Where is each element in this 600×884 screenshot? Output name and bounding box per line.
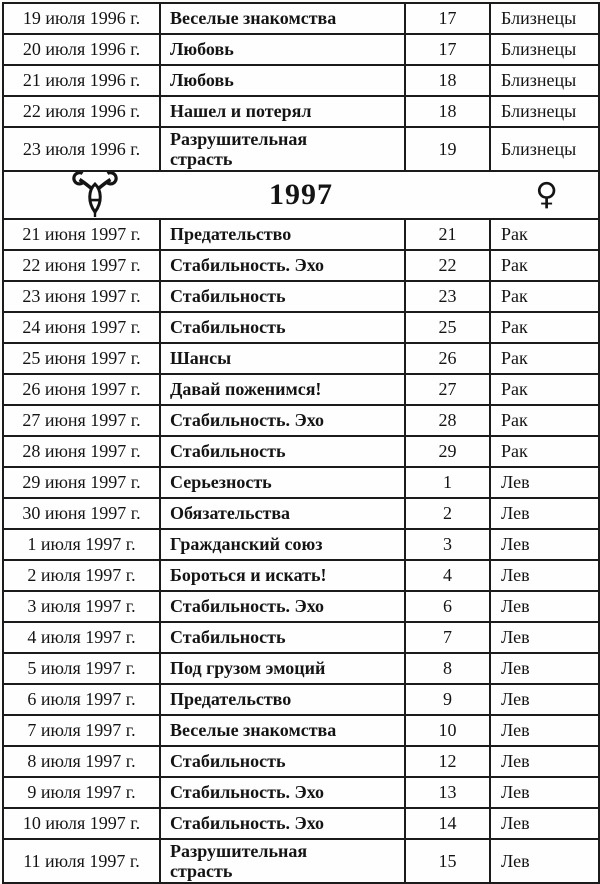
title-cell	[160, 34, 405, 65]
table-row	[3, 281, 599, 312]
title-cell	[160, 591, 405, 622]
title-text: Гражданский союз	[170, 534, 323, 555]
title-cell	[160, 746, 405, 777]
title-text: Стабильность	[170, 627, 286, 648]
title-text: Шансы	[170, 348, 232, 369]
title-text: Стабильность	[170, 751, 286, 772]
sign-cell: Рак	[490, 312, 599, 343]
title-text: Веселые знакомства	[170, 720, 337, 741]
table-row	[3, 529, 599, 560]
number-cell: 28	[405, 405, 490, 436]
table-row	[3, 250, 599, 281]
title-text: Стабильность. Эхо	[170, 596, 325, 617]
title-cell	[160, 653, 405, 684]
number-cell: 29	[405, 436, 490, 467]
title-cell	[160, 839, 405, 883]
title-cell	[160, 312, 405, 343]
title-cell	[160, 374, 405, 405]
table-row	[3, 622, 599, 653]
sign-cell: Лев	[490, 839, 599, 883]
sign-cell: Рак	[490, 436, 599, 467]
title-text: Предательство	[170, 224, 292, 245]
title-cell	[160, 127, 405, 171]
number-cell: 21	[405, 219, 490, 250]
number-cell: 22	[405, 250, 490, 281]
title-text: Давай поженимся!	[170, 379, 322, 400]
number-cell: 10	[405, 715, 490, 746]
sign-cell: Лев	[490, 684, 599, 715]
sign-cell: Рак	[490, 250, 599, 281]
sign-cell: Лев	[490, 622, 599, 653]
date-cell: 1 июля 1997 г.	[3, 529, 160, 560]
sign-cell: Лев	[490, 467, 599, 498]
sign-cell: Близнецы	[490, 3, 599, 34]
title-text: Веселые знакомства	[170, 8, 337, 29]
date-cell: 8 июля 1997 г.	[3, 746, 160, 777]
number-cell: 9	[405, 684, 490, 715]
table-row	[3, 374, 599, 405]
cancer-crab-icon	[66, 171, 124, 217]
number-cell: 18	[405, 65, 490, 96]
title-cell	[160, 560, 405, 591]
date-cell: 24 июня 1997 г.	[3, 312, 160, 343]
date-cell: 22 июня 1997 г.	[3, 250, 160, 281]
table-row	[3, 653, 599, 684]
title-cell	[160, 777, 405, 808]
title-text: Стабильность	[170, 286, 286, 307]
table-row	[3, 715, 599, 746]
table-row	[3, 808, 599, 839]
date-cell: 3 июля 1997 г.	[3, 591, 160, 622]
sign-cell: Близнецы	[490, 65, 599, 96]
title-cell	[160, 3, 405, 34]
table-row	[3, 560, 599, 591]
table-row	[3, 65, 599, 96]
number-cell: 15	[405, 839, 490, 883]
table-row	[3, 684, 599, 715]
title-text: Предательство	[170, 689, 292, 710]
date-cell: 4 июля 1997 г.	[3, 622, 160, 653]
sign-cell: Лев	[490, 715, 599, 746]
astrology-calendar-table	[2, 2, 600, 884]
title-cell	[160, 343, 405, 374]
number-cell: 19	[405, 127, 490, 171]
table-row	[3, 405, 599, 436]
number-cell: 8	[405, 653, 490, 684]
title-cell	[160, 219, 405, 250]
title-text: Разрушительная страсть	[170, 128, 308, 169]
sign-cell: Рак	[490, 405, 599, 436]
title-text: Любовь	[170, 39, 234, 60]
number-cell: 27	[405, 374, 490, 405]
title-text: Стабильность. Эхо	[170, 255, 325, 276]
date-cell: 2 июля 1997 г.	[3, 560, 160, 591]
date-cell: 23 июня 1997 г.	[3, 281, 160, 312]
sign-cell: Лев	[490, 653, 599, 684]
number-cell: 3	[405, 529, 490, 560]
title-text: Разрушительная страсть	[170, 840, 308, 881]
sign-cell: Рак	[490, 281, 599, 312]
title-cell	[160, 405, 405, 436]
number-cell: 4	[405, 560, 490, 591]
title-text: Стабильность	[170, 317, 286, 338]
sign-cell: Рак	[490, 343, 599, 374]
title-text: Стабильность. Эхо	[170, 410, 325, 431]
date-cell: 21 июля 1996 г.	[3, 65, 160, 96]
table-row	[3, 3, 599, 34]
sign-cell: Лев	[490, 498, 599, 529]
sign-cell: Лев	[490, 529, 599, 560]
year-divider-row	[3, 171, 599, 219]
date-cell: 27 июня 1997 г.	[3, 405, 160, 436]
date-cell: 23 июля 1996 г.	[3, 127, 160, 171]
title-cell	[160, 622, 405, 653]
number-cell: 2	[405, 498, 490, 529]
title-cell	[160, 65, 405, 96]
table-row	[3, 467, 599, 498]
table-row	[3, 777, 599, 808]
title-cell	[160, 436, 405, 467]
title-cell	[160, 250, 405, 281]
number-cell: 12	[405, 746, 490, 777]
title-cell	[160, 498, 405, 529]
sign-cell: Лев	[490, 591, 599, 622]
number-cell: 14	[405, 808, 490, 839]
year-divider-cell	[3, 171, 599, 219]
table-row	[3, 591, 599, 622]
number-cell: 17	[405, 3, 490, 34]
title-text: Стабильность. Эхо	[170, 782, 325, 803]
table-row	[3, 96, 599, 127]
table-row	[3, 312, 599, 343]
number-cell: 7	[405, 622, 490, 653]
title-text: Любовь	[170, 70, 234, 91]
table-row	[3, 498, 599, 529]
number-cell: 17	[405, 34, 490, 65]
date-cell: 20 июля 1996 г.	[3, 34, 160, 65]
date-cell: 19 июля 1996 г.	[3, 3, 160, 34]
date-cell: 22 июля 1996 г.	[3, 96, 160, 127]
date-cell: 9 июля 1997 г.	[3, 777, 160, 808]
number-cell: 1	[405, 467, 490, 498]
title-cell	[160, 684, 405, 715]
title-text: Под грузом эмоций	[170, 658, 326, 679]
venus-icon: ♀	[535, 176, 558, 213]
title-text: Серьезность	[170, 472, 272, 493]
sign-cell: Близнецы	[490, 127, 599, 171]
date-cell: 26 июня 1997 г.	[3, 374, 160, 405]
title-text: Обязательства	[170, 503, 291, 524]
table-row	[3, 436, 599, 467]
date-cell: 25 июня 1997 г.	[3, 343, 160, 374]
title-text: Стабильность. Эхо	[170, 813, 325, 834]
title-text: Бороться и искать!	[170, 565, 327, 586]
number-cell: 18	[405, 96, 490, 127]
date-cell: 6 июля 1997 г.	[3, 684, 160, 715]
sign-cell: Близнецы	[490, 34, 599, 65]
number-cell: 13	[405, 777, 490, 808]
date-cell: 5 июля 1997 г.	[3, 653, 160, 684]
date-cell: 11 июля 1997 г.	[3, 839, 160, 883]
sign-cell: Близнецы	[490, 96, 599, 127]
date-cell: 10 июля 1997 г.	[3, 808, 160, 839]
date-cell: 28 июня 1997 г.	[3, 436, 160, 467]
title-cell	[160, 529, 405, 560]
table-row	[3, 34, 599, 65]
date-cell: 30 июня 1997 г.	[3, 498, 160, 529]
book-page	[0, 2, 600, 884]
table-row	[3, 127, 599, 171]
table-row	[3, 343, 599, 374]
date-cell: 21 июня 1997 г.	[3, 219, 160, 250]
sign-cell: Рак	[490, 374, 599, 405]
title-cell	[160, 96, 405, 127]
title-cell	[160, 808, 405, 839]
number-cell: 23	[405, 281, 490, 312]
title-text: Нашел и потерял	[170, 101, 312, 122]
date-cell: 7 июля 1997 г.	[3, 715, 160, 746]
title-cell	[160, 467, 405, 498]
sign-cell: Лев	[490, 808, 599, 839]
number-cell: 26	[405, 343, 490, 374]
sign-cell: Рак	[490, 219, 599, 250]
table-row	[3, 746, 599, 777]
title-cell	[160, 281, 405, 312]
sign-cell: Лев	[490, 746, 599, 777]
sign-cell: Лев	[490, 560, 599, 591]
date-cell: 29 июня 1997 г.	[3, 467, 160, 498]
title-text: Стабильность	[170, 441, 286, 462]
sign-cell: Лев	[490, 777, 599, 808]
number-cell: 6	[405, 591, 490, 622]
number-cell: 25	[405, 312, 490, 343]
table-row	[3, 219, 599, 250]
title-cell	[160, 715, 405, 746]
year-heading: 1997	[269, 178, 333, 212]
table-row	[3, 839, 599, 883]
